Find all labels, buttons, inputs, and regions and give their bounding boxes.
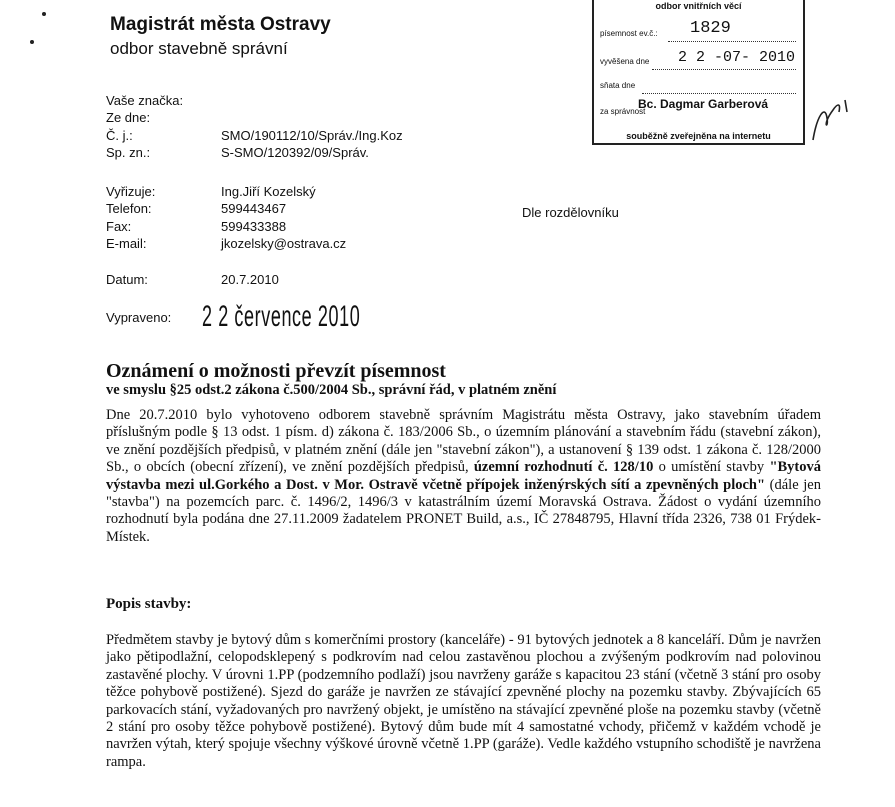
references-block [106, 92, 403, 161]
recipient: Dle rozdělovníku [522, 205, 619, 220]
contact-value: 599443467 [221, 201, 287, 217]
stamp-number-label: písemnost ev.č.: [600, 29, 658, 38]
ref-value: S-SMO/120392/09/Správ. [221, 144, 369, 160]
dispatched-label: Vypraveno: [106, 310, 172, 325]
construction-name: "Bytová výstavba mezi ul.Gorkého a Dost. v Mor. Ostravě včetně přípojek inženýrských sítí a zpevněných ploch" [106, 459, 821, 493]
ref-label: Sp. zn.: [106, 144, 151, 160]
contact-block [106, 183, 346, 252]
stamp-posted-label: vyvěšena dne [600, 57, 650, 66]
dispatched-date-stamp: 2 2 července 2010 [202, 300, 361, 333]
registry-stamp [592, 0, 805, 145]
contact-label: Vyřizuje: [106, 184, 156, 199]
contact-value: jkozelsky@ostrava.cz [221, 235, 347, 251]
stamp-number-value: 1829 [690, 19, 731, 38]
stamp-by-label: za správnost [600, 107, 646, 116]
contact-label: E-mail: [106, 235, 147, 251]
contact-row [106, 183, 346, 200]
paragraph-decision [106, 407, 821, 546]
stamp-removed-label: sňata dne [600, 81, 636, 90]
ref-value: SMO/190112/10/Správ./Ing.Koz [221, 127, 403, 143]
contact-label: Telefon: [106, 201, 152, 217]
para-text: o umístění stavby [653, 459, 770, 476]
org-name: Magistrát města Ostravy [110, 14, 331, 35]
contact-value: Ing.Jiří Kozelský [221, 184, 316, 199]
stamp-title: odbor vnitřních věcí [655, 1, 742, 11]
ref-row [106, 92, 403, 109]
signature-scribble [807, 96, 857, 146]
ref-row [106, 109, 403, 126]
para-text: Dne 20.7.2010 bylo vyhotoveno odborem stavebně správním Magistrátu města Ostravy, jako stavebním úřadem příslušným podle § 13 odst. 1 písm. d) zákona č. 183/2006 Sb., o územním plánování a stavebním řádu (stavební zákon), ve znění pozdějších předpisů, v platném znění (dále jen "stavební zákon"), a ustanovení § 139 odst. 1 zákona č. 128/2000 Sb., o obcích (obecní zřízení), ve znění pozdějších předpisů, [106, 407, 821, 476]
contact-row [106, 235, 346, 252]
stamp-by-value: Bc. Dagmar Garberová [638, 97, 769, 111]
para-text: (dále jen "stavba") na pozemcích parc. č. 1496/2, 1496/3 v katastrálním území Moravská Ostrava. Žádost o vydání územního rozhodnutí byla podána dne 27.11.2009 žadatelem PRONET Build, a.s., IČ 27848795, Hlavní třída 2326, 738 01 Frýdek-Místek. [106, 476, 821, 545]
contact-label: Fax: [106, 218, 132, 234]
date-row [106, 272, 279, 287]
contact-row [106, 200, 346, 217]
ref-label: Ze dne: [106, 110, 151, 126]
section-heading: Popis stavby: [106, 596, 192, 612]
scan-speck [42, 12, 46, 16]
ref-label: Č. j.: [106, 127, 133, 143]
document-subtitle: ve smyslu §25 odst.2 zákona č.500/2004 Sb., správní řád, v platném znění [106, 382, 557, 398]
ref-label: Vaše značka: [106, 93, 184, 108]
contact-row [106, 218, 346, 235]
stamp-footer: souběžně zveřejněna na internetu [626, 131, 771, 141]
date-label: Datum: [106, 272, 148, 287]
document-title: Oznámení o možnosti převzít písemnost [106, 360, 446, 382]
paragraph-description: Předmětem stavby je bytový dům s komerčními prostory (kanceláře) - 91 bytových jednotek a 8 kanceláří. Dům je navržen jako pětipodlažní, celopodsklepený s podkrovím nad celou zastavěnou plochou a zvýšeným podkrovím nad polovinou zastavěné plochy. V úrovni 1.PP (podzemního podlaží) jsou navrženy garáže s kapacitou 23 stání (včetně 3 stání pro osoby těžce pohybově postižené). Sjezd do garáže je navržen ze stávající zpevněné plochy na pozemku stavby. Zbývajících 65 parkovacích stání, vyžadovaných pro navržený objekt, je umístěno na stávající zpevněné ploše na pozemku stavby (včetně 2 stání pro osoby těžce pohybově postižené). Bytový dům bude mít 4 samostatné vchody, přičemž v každém vchodě je navržen výtah, který spojuje všechny výškové úrovně včetně 1.PP (garáže). Vedle každého vstupního schodiště je navržena rampa. [106, 632, 821, 770]
contact-value: 599433388 [221, 218, 287, 234]
stamp-posted-value: 2 2 -07- 2010 [678, 49, 796, 66]
decision-number: územní rozhodnutí č. 128/10 [473, 459, 654, 476]
ref-row [106, 127, 403, 144]
date-value: 20.7.2010 [221, 272, 279, 287]
department-name: odbor stavebně správní [110, 39, 288, 58]
scan-speck [30, 40, 34, 44]
ref-row [106, 144, 403, 161]
